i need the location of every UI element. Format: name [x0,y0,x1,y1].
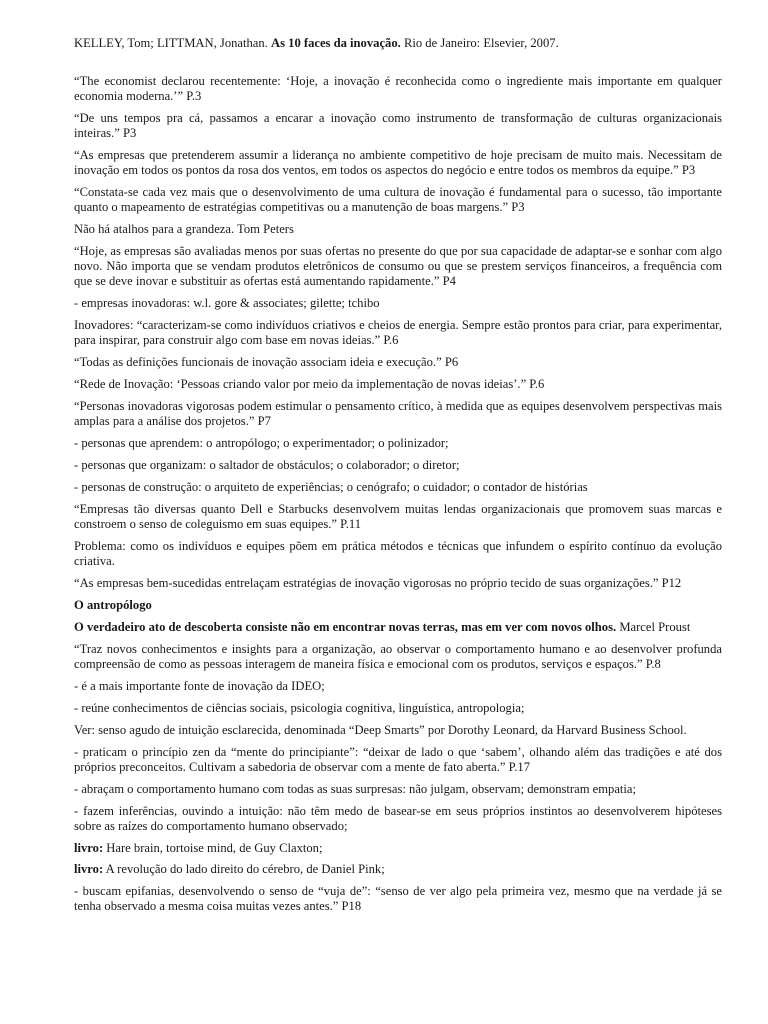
section-heading [74,598,722,613]
paragraph: Inovadores: “caracterizam-se como indivíduos criativos e cheios de energia. Sempre estão prontos para criar, para experimentar, para inspirar, para construir algo com base em novas ideias.” P.6 [74,318,722,347]
section-heading-text: O antropólogo [74,598,152,612]
paragraph: “Todas as definições funcionais de inovação associam ideia e execução.” P6 [74,355,459,369]
paragraph: - empresas inovadoras: w.l. gore & associates; gilette; tchibo [74,296,380,310]
paragraph: - abraçam o comportamento humano com todas as suas surpresas: não julgam, observam; demonstram empatia; [74,782,637,796]
reference-authors: KELLEY, Tom; LITTMAN, Jonathan. [74,36,268,50]
book-text: A revolução do lado direito do cérebro, de Daniel Pink; [103,862,385,876]
paragraph: Problema: como os indivíduos e equipes põem em prática métodos e técnicas que infundem o espírito contínuo da evolução criativa. [74,539,722,568]
paragraph: “Constata-se cada vez mais que o desenvolvimento de uma cultura de inovação é fundamental para o sucesso, tão importante quanto o mapeamento de estratégias competitivas ou a manutenção de boas margens.” P3 [74,185,722,214]
book-label: livro: [74,862,104,876]
book-reference [74,862,722,877]
paragraph: - praticam o princípio zen da “mente do principiante”: “deixar de lado o que ‘sabem’, olhando além das tradições e até dos próprios preconceitos. Cultivam a sabedoria de observar com a mente de fato aberta.” P.17 [74,745,722,774]
paragraph: “Empresas tão diversas quanto Dell e Starbucks desenvolvem muitas lendas organizacionais que promovem suas marcas e constroem o senso de coleguismo em suas equipes.” P.11 [74,502,722,531]
paragraph: “Personas inovadoras vigorosas podem estimular o pensamento crítico, à medida que as equipes desenvolvem perspectivas mais amplas para a análise dos projetos.” P7 [74,399,722,428]
book-text: Hare brain, tortoise mind, de Guy Claxton; [103,841,323,855]
book-label: livro: [74,841,104,855]
paragraph: “As empresas bem-sucedidas entrelaçam estratégias de inovação vigorosas no próprio tecido de suas organizações.” P12 [74,576,682,590]
bibliographic-reference [74,36,722,51]
reference-publication: Rio de Janeiro: Elsevier, 2007. [403,36,559,50]
paragraph: Ver: senso agudo de intuição esclarecida, denominada “Deep Smarts” por Dorothy Leonard, da Harvard Business School. [74,723,687,737]
book-reference [74,841,722,856]
paragraph: - personas que aprendem: o antropólogo; o experimentador; o polinizador; [74,436,449,450]
paragraph: “As empresas que pretenderem assumir a liderança no ambiente competitivo de hoje precisam de muito mais. Necessitam de inovação em todos os pontos da rosa dos ventos, em todos os aspectos do negócio e entre todos os membros da equipe.” P3 [74,148,722,177]
paragraph: - reúne conhecimentos de ciências sociais, psicologia cognitiva, linguística, antropologia; [74,701,525,715]
paragraph: Não há atalhos para a grandeza. Tom Peters [74,222,294,236]
paragraph: - é a mais importante fonte de inovação da IDEO; [74,679,325,693]
paragraph: “Rede de Inovação: ‘Pessoas criando valor por meio da implementação de novas ideias’.” P.6 [74,377,545,391]
paragraph: - fazem inferências, ouvindo a intuição: não têm medo de basear-se em seus próprios instintos ao desenvolverem hipóteses sobre as raízes do comportamento humano observado; [74,804,722,833]
paragraph: “The economist declarou recentemente: ‘Hoje, a inovação é reconhecida como o ingrediente mais importante em qualquer economia moderna.’” P.3 [74,74,722,103]
paragraph: “Traz novos conhecimentos e insights para a organização, ao observar o comportamento humano e ao desenvolver profunda compreensão de como as pessoas interagem de maneira física e emocional com os produtos, serviços e espaços.” P.8 [74,642,722,671]
epigraph-author: Marcel Proust [619,620,691,634]
paragraph: - buscam epifanias, desenvolvendo o senso de “vuja de”: “senso de ver algo pela primeira vez, mesmo que na verdade já se tenha observado a mesma coisa muitas vezes antes.” P18 [74,884,722,913]
paragraph: - personas de construção: o arquiteto de experiências; o cenógrafo; o cuidador; o contador de histórias [74,480,588,494]
paragraph: - personas que organizam: o saltador de obstáculos; o colaborador; o diretor; [74,458,460,472]
paragraph: “De uns tempos pra cá, passamos a encarar a inovação como instrumento de transformação de culturas organizacionais inteiras.” P3 [74,111,722,140]
reference-title: As 10 faces da inovação. [271,36,401,50]
epigraph-quote: O verdadeiro ato de descoberta consiste não em encontrar novas terras, mas em ver com novos olhos. [74,620,617,634]
epigraph [74,620,722,635]
paragraph: “Hoje, as empresas são avaliadas menos por suas ofertas no presente do que por sua capacidade de adaptar-se e sonhar com algo novo. Não importa que se vendam produtos eletrônicos de consumo ou que se prestem serviços financeiros, a frequência com que se deve inovar e substituir as ofertas está aumentando rapidamente.” P4 [74,244,722,288]
